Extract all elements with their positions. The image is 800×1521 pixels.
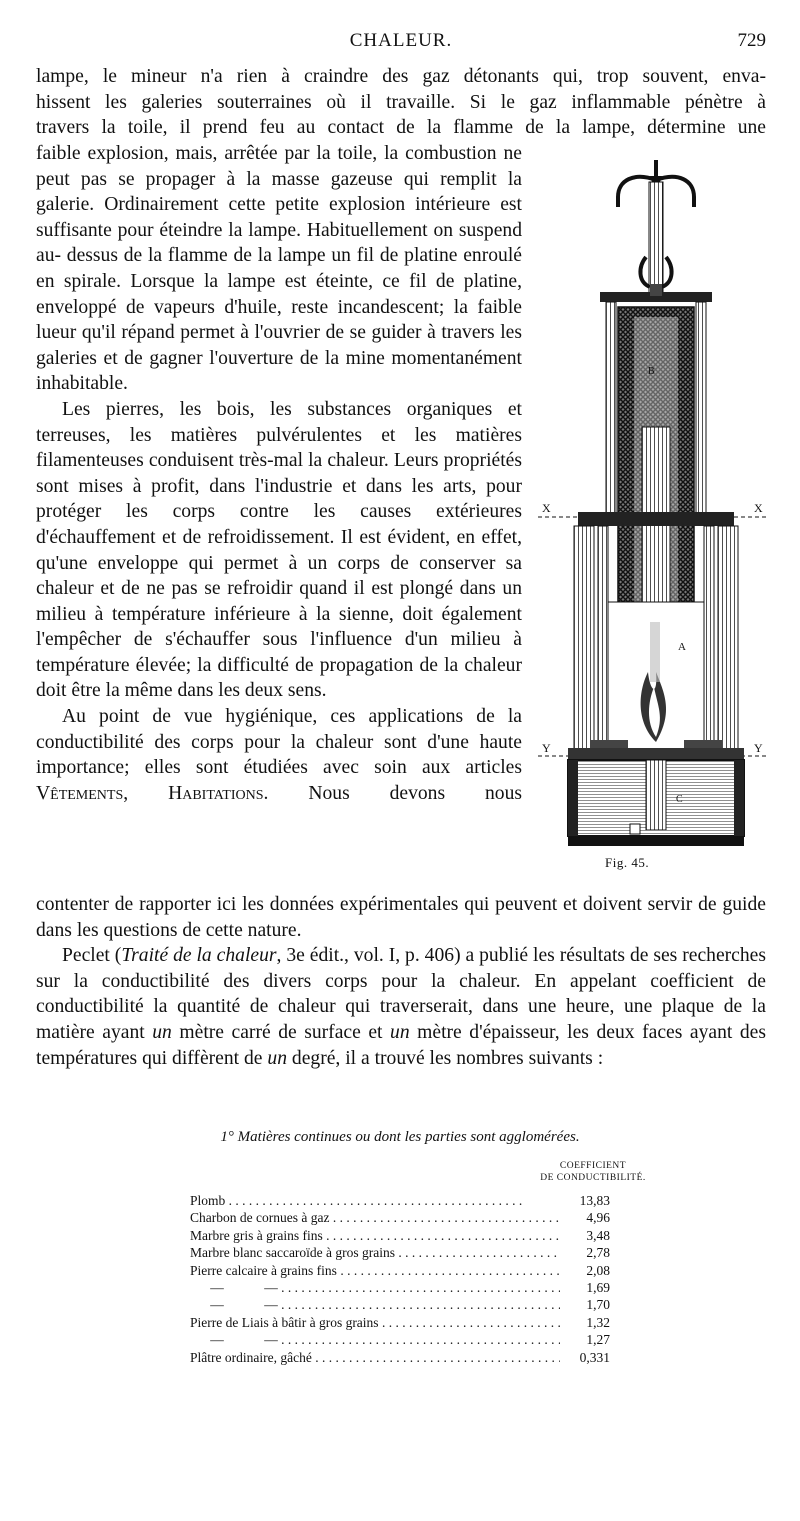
peclet-emph-1: un (152, 1021, 172, 1043)
column-header-line-2: DE CONDUCTIBILITÉ. (540, 1173, 646, 1183)
row-label: — — . . . (190, 1279, 560, 1296)
row-value: 1,27 (562, 1331, 610, 1348)
row-label: — — . . . (190, 1331, 560, 1348)
row-value: 0,331 (562, 1349, 610, 1366)
chimney-right-wall (696, 302, 706, 522)
mark-a: A (678, 641, 686, 653)
peclet-text-a: Peclet ( (62, 945, 122, 967)
mark-y-left: Y (542, 741, 551, 755)
full-width-column (36, 892, 766, 1071)
intro-lines (36, 64, 766, 141)
row-label: Plomb . . . (190, 1192, 560, 1209)
peclet-text-g: mètre d'épaisseur, les deux faces ayant des températures qui diffèrent de (36, 1021, 766, 1069)
row-label: — — . . . (190, 1296, 560, 1313)
column-header-line-1: COEFFICIENT (559, 1161, 627, 1171)
row-value: 1,70 (562, 1296, 610, 1313)
paragraph-hygiene-start (36, 704, 522, 806)
table-row (190, 1209, 620, 1226)
row-value: 13,83 (562, 1192, 610, 1209)
mark-y-right: Y (754, 741, 763, 755)
row-value: 3,48 (562, 1227, 610, 1244)
table-row (190, 1192, 620, 1209)
hygiene-text: Au point de vue hygiénique, ces applications de la conductibilité des corps pour la chaleur sont d'une haute importance; elles sont étudiées avec soin aux articles (36, 706, 522, 779)
row-value: 1,32 (562, 1314, 610, 1331)
table-row (190, 1244, 620, 1261)
table-row (190, 1227, 620, 1244)
row-label: Marbre gris à grains fins . . . (190, 1227, 560, 1244)
article-habitations: Habitations (168, 782, 264, 804)
peclet-text-c: , 3e édit., vol. I, p. 406) a publié les résultats de ses recherches sur la conductibilité des divers corps pour la chaleur. En appelant coefficient de conductibilité la quantité de chaleur qui traverserait, dans une heure, une plaque de la matière ayant (36, 945, 766, 1043)
mark-x-right: X (754, 501, 763, 515)
row-value: 2,78 (562, 1244, 610, 1261)
burner-plate (568, 748, 744, 760)
article-separator: , (123, 782, 169, 804)
table-row (190, 1296, 620, 1313)
page-header (36, 30, 766, 56)
peclet-text-e: mètre carré de surface et (171, 1021, 391, 1043)
peclet-text-i: degré, il a trouvé les nombres suivants : (287, 1047, 604, 1069)
row-value: 4,96 (562, 1209, 610, 1226)
intro-line-1: lampe, le mineur n'a rien à craindre des gaz détonants qui, trop souvent, enva- (36, 66, 766, 87)
row-value: 1,69 (562, 1279, 610, 1296)
figure-caption: Fig. 45. (605, 855, 650, 870)
mark-c: C (676, 794, 683, 805)
paragraph-peclet (36, 943, 766, 1071)
row-label: Pierre de Liais à bâtir à gros grains . . . (190, 1314, 560, 1331)
intro-line-3: travers la toile, il prend feu au contact de la flamme de la lampe, détermine une (36, 117, 766, 139)
table-row (190, 1331, 620, 1348)
intro-line-2: hissent les galeries souterraines où il travaille. Si le gaz inflammable pénètre à (36, 91, 766, 113)
table-row (190, 1279, 620, 1296)
narrow-column (36, 141, 522, 806)
hygiene-text-mid: . Nous devons nous (263, 782, 522, 804)
glass-right-frame (718, 526, 738, 756)
davy-lamp-figure (538, 152, 768, 882)
page-number: 729 (737, 30, 766, 51)
peclet-emph-3: un (267, 1047, 287, 1069)
table-row (190, 1262, 620, 1279)
table-row (190, 1349, 620, 1366)
running-title: CHALEUR. (349, 30, 453, 51)
middle-collar (578, 512, 734, 526)
peclet-emph-2: un (390, 1021, 410, 1043)
paragraph-insulators: Les pierres, les bois, les substances organiques et terreuses, les matières pulvérulentes et les matières filamenteuses conduisent très-mal la chaleur. Leurs propriétés sont mises à profit, dans l'industrie et dans les arts, pour protéger les corps contre les causes extérieures d'échauffement et de refroidissement. Il est évident, en effet, qu'une enveloppe qui permet à un corps de conserver sa chaleur et de ne pas se refroidir quand il est plongé dans un milieu à température inférieure à la sienne, doit également l'empêcher de s'échauffer sous l'influence d'un milieu à température élevée; la difficulté de propagation de la chaleur doit être la même dans les deux sens. (36, 398, 522, 702)
mark-b: B (648, 366, 655, 377)
row-label: Marbre blanc saccaroïde à gros grains . . . (190, 1244, 560, 1261)
row-label: Plâtre ordinaire, gâché . . . (190, 1349, 560, 1366)
paragraph-hygiene-end: contenter de rapporter ici les données expérimentales qui peuvent et doivent servir de guide dans les questions de cette nature. (36, 894, 766, 941)
row-label: Charbon de cornues à gaz . . . (190, 1209, 560, 1226)
conductivity-table (190, 1192, 620, 1366)
chimney-left-wall (606, 302, 616, 522)
peclet-book-title: Traité de la chaleur (121, 945, 277, 967)
glass-left-frame (574, 526, 594, 756)
table-row (190, 1314, 620, 1331)
lamp-stem (649, 182, 663, 297)
mark-x-left: X (542, 501, 551, 515)
row-label: Pierre calcaire à grains fins . . . (190, 1262, 560, 1279)
column-header (528, 1160, 658, 1184)
table-title: 1° Matières continues ou dont les parties sont agglomérées. (220, 1129, 580, 1145)
article-vetements: Vêtements (36, 782, 124, 804)
row-value: 2,08 (562, 1262, 610, 1279)
paragraph-lamp-continued: faible explosion, mais, arrêtée par la toile, la combustion ne peut pas se propager à la masse gazeuse qui remplit la galerie. Ordinairement cette petite explosion intérieure est suffisante pour éteindre la lampe. Habituellement on suspend au- dessus de la flamme de la lampe un fil de platine enroulé en spirale. Lorsque la lampe est éteinte, ce fil de platine, enveloppé de vapeurs d'huile, reste incandescent; la faible lueur qu'il répand permet à l'ouvrier de se guider à travers les galeries et de gagner l'ouverture de la mine momentanément inhabitable. (36, 143, 522, 395)
